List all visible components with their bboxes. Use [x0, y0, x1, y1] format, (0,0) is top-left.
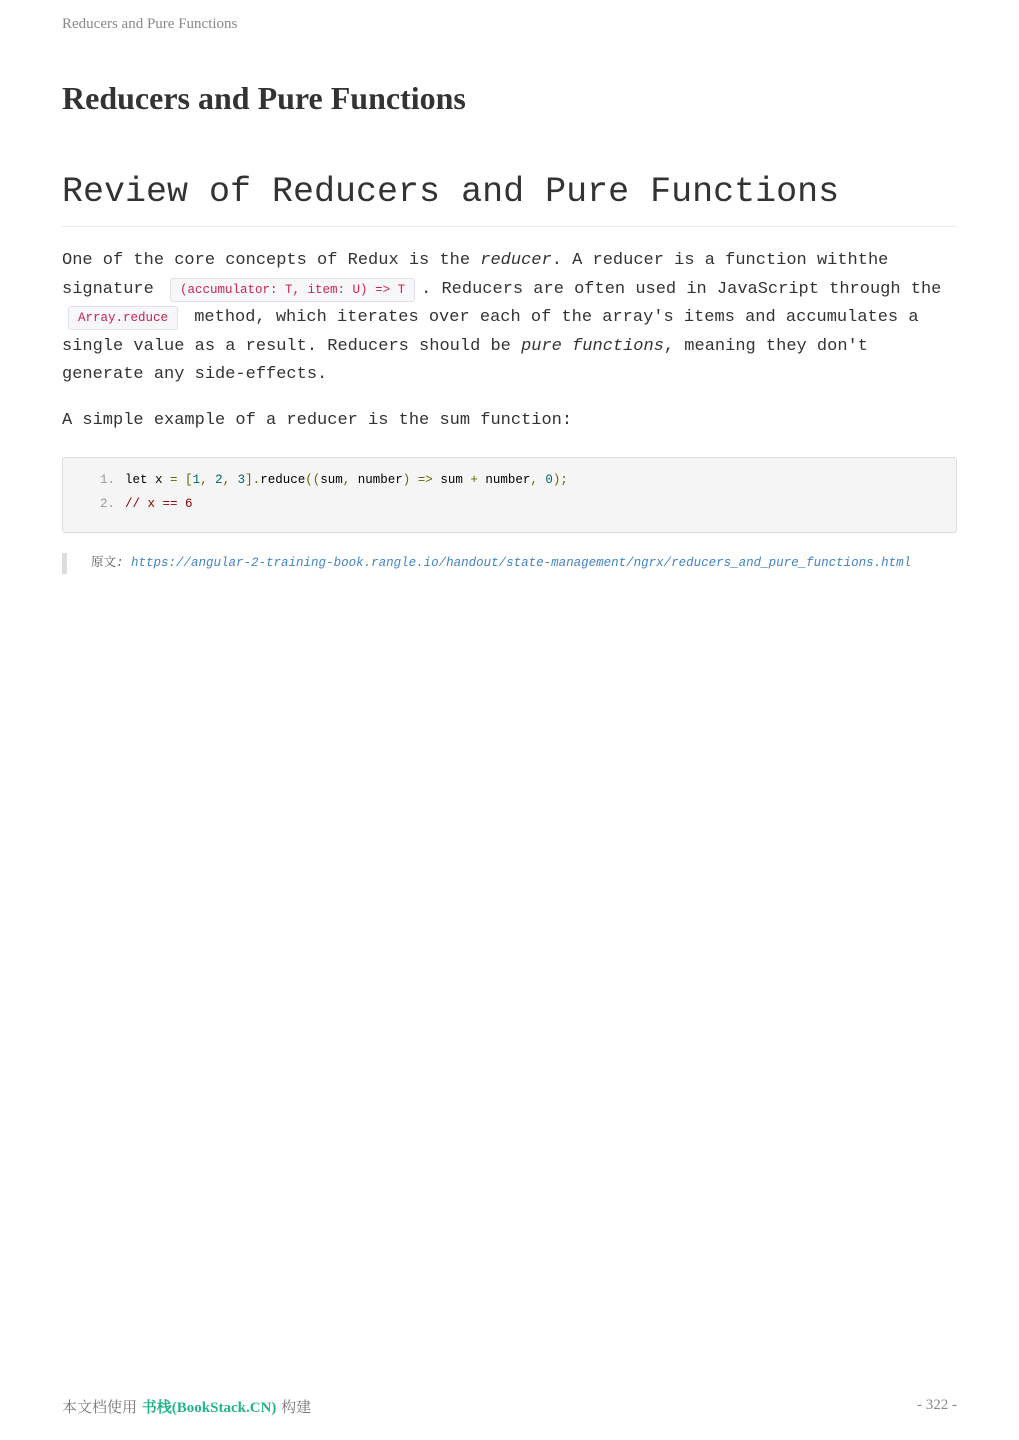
source-blockquote — [62, 553, 984, 574]
code-block — [62, 457, 957, 533]
code-token — [410, 473, 418, 487]
code-token: + — [470, 473, 478, 487]
code-token: number — [477, 473, 531, 487]
code-comment: // x == 6 — [125, 497, 193, 511]
code-token: let x — [125, 473, 171, 487]
code-token: , — [342, 473, 351, 487]
page-title: Reducers and Pure Functions — [62, 80, 466, 116]
code-token: sum — [320, 473, 343, 487]
emphasis-reducer: reducer — [480, 251, 552, 270]
footer-brand-link[interactable]: 书栈(BookStack.CN) — [141, 1400, 277, 1416]
code-token: 1 — [192, 473, 201, 487]
code-token: , — [222, 473, 231, 487]
code-token: ); — [552, 473, 568, 487]
code-token: 2 — [215, 473, 223, 487]
footer-suffix: 构建 — [276, 1398, 312, 1416]
text: One of the core concepts of Redux is the — [62, 251, 481, 270]
code-token: ]. — [245, 473, 261, 487]
code-token: , — [200, 473, 208, 487]
source-link[interactable]: https://angular-2-training-book.rangle.io/handout/state-management/ngrx/reducers_and_pure_functions.html — [131, 556, 912, 570]
line-number: 1. — [99, 473, 115, 487]
code-token: (( — [305, 473, 321, 487]
text: , meaning they don't generate any side-effects. — [62, 336, 868, 384]
code-line-2 — [63, 492, 193, 516]
code-token: ) — [402, 473, 411, 487]
code-token: 0 — [545, 473, 553, 487]
code-token — [208, 473, 216, 487]
text: . Reducers are often used in JavaScript through the — [421, 279, 942, 299]
inline-code-array-reduce: Array.reduce — [68, 306, 178, 330]
text: method, which iterates over each of the array's items and accumulates a single value as a result. Reducers should be — [62, 308, 919, 356]
code-token: => — [417, 473, 433, 487]
code-token: , — [530, 473, 538, 487]
code-token — [230, 473, 238, 487]
line-number: 2. — [99, 497, 115, 511]
code-line-1 — [63, 468, 568, 492]
source-colon: : — [116, 556, 132, 570]
section-title: Review of Reducers and Pure Functions — [62, 172, 957, 227]
footer-credit — [62, 1396, 311, 1417]
page-number: - 322 - — [917, 1397, 957, 1413]
running-header: Reducers and Pure Functions — [62, 16, 238, 32]
code-token: 3 — [237, 473, 246, 487]
code-token: [ — [185, 473, 193, 487]
emphasis-pure-functions: pure functions — [521, 336, 664, 356]
footer-prefix: 本文档使用 — [62, 1398, 142, 1416]
code-token: number — [350, 473, 403, 487]
example-intro-paragraph: A simple example of a reducer is the sum function: — [62, 411, 573, 430]
code-token: reduce — [260, 473, 306, 487]
code-token: = — [170, 473, 178, 487]
text: . A reducer is a function withthe signature — [62, 251, 889, 299]
code-token: sum — [432, 473, 471, 487]
code-token — [178, 473, 186, 487]
inline-code-signature: (accumulator: T, item: U) => T — [170, 278, 415, 302]
intro-paragraph — [62, 247, 957, 390]
source-label: 原文 — [91, 554, 117, 569]
